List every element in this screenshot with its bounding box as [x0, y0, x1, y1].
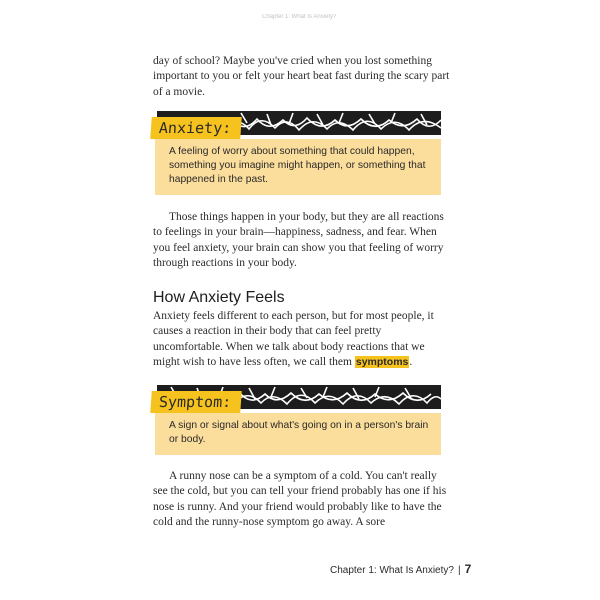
definition-box-symptom	[151, 385, 441, 455]
section-heading: How Anxiety Feels	[153, 289, 285, 306]
term-label: Symptom:	[150, 391, 242, 413]
term-label: Anxiety:	[150, 117, 242, 139]
page-number: 7	[464, 562, 472, 576]
footer-separator: |	[457, 565, 461, 576]
highlighted-term: symptoms	[355, 355, 409, 368]
paragraph-3-text: Anxiety feels different to each person, but for most people, it causes a reaction in their body that can feel pretty uncomfortable. When we talk about body reactions that we might wish to have less often, we call them	[153, 310, 434, 368]
definition-text: A feeling of worry about something that could happen, something you imagine might happen, or something that happened in the past.	[155, 139, 441, 195]
paragraph-3	[153, 309, 453, 370]
paragraph-2: Those things happen in your body, but they are all reactions to feelings in your brain—happiness, sadness, and fear. When you feel anxiety, your brain can show you that feeling of worry through reactions in your body.	[153, 211, 444, 269]
running-head: Chapter 1: What Is Anxiety?	[262, 14, 337, 20]
page-footer	[330, 562, 471, 576]
paragraph-3-end: .	[409, 355, 413, 368]
footer-chapter: Chapter 1: What Is Anxiety?	[330, 565, 454, 576]
definition-text: A sign or signal about what's going on in a person's brain or body.	[155, 413, 441, 455]
paragraph-4: A runny nose can be a symptom of a cold. You can't really see the cold, but you can tell your friend probably has one if his nose is runny. And your friend would probably like to have the cold and the runny-nose symptom go away. A sore	[153, 470, 447, 528]
paragraph-1: day of school? Maybe you've cried when you lost something important to you or felt your heart beat fast during the scary part of a movie.	[153, 55, 450, 98]
definition-box-anxiety	[151, 111, 441, 195]
